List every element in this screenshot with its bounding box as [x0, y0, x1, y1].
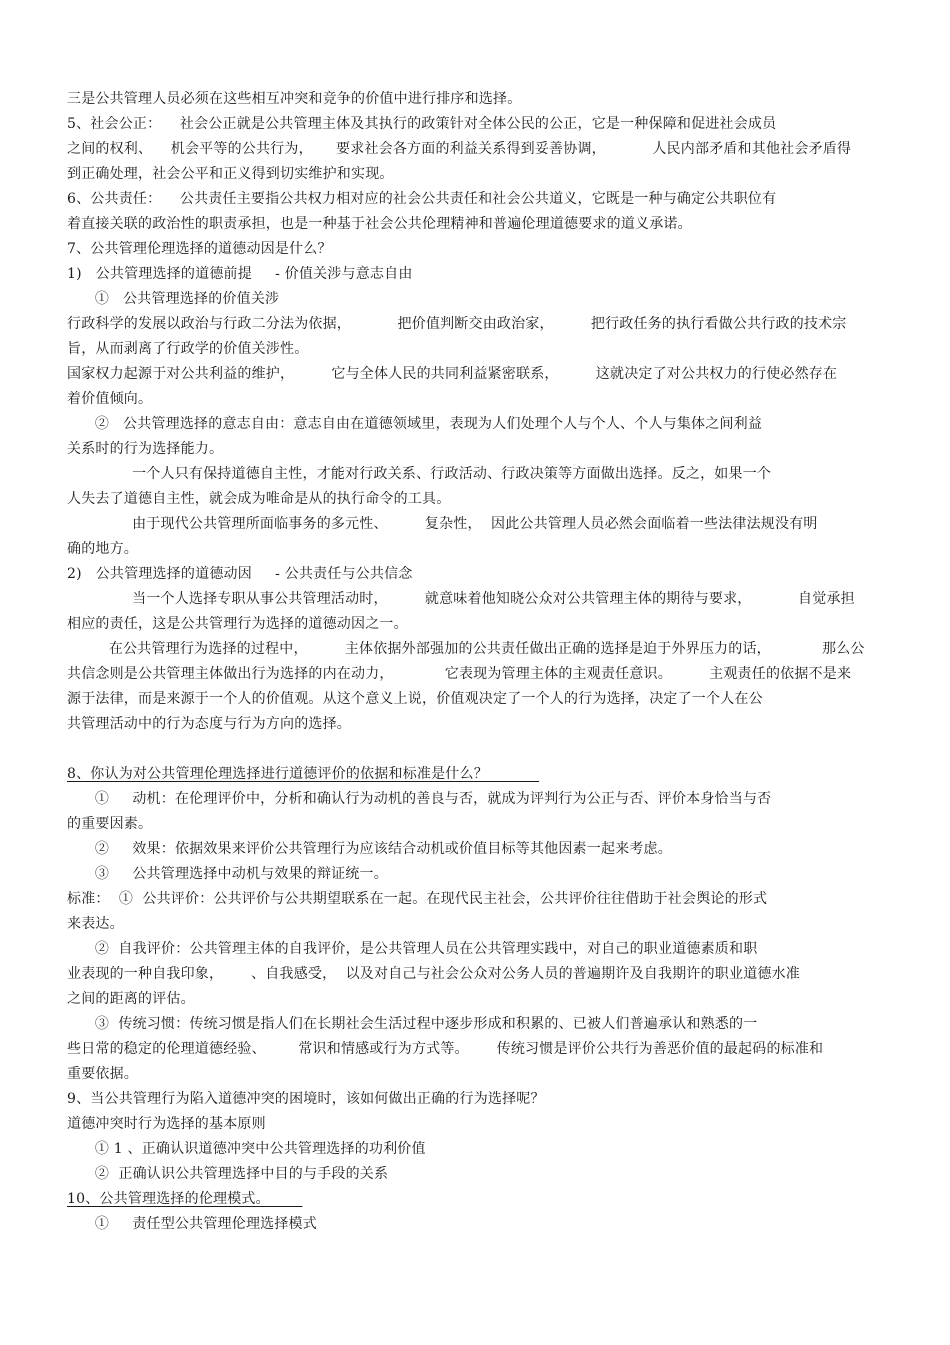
text-line: ① 1 、正确认识道德冲突中公共管理选择的功利价值	[67, 1141, 426, 1157]
text-line: ② 自我评价：公共管理主体的自我评价，是公共管理人员在公共管理实践中，对自己的职业道德素质和职	[67, 941, 758, 957]
text-line: 1) 公共管理选择的道德前提 - 价值关涉与意志自由	[67, 266, 413, 282]
text-line: ③ 公共管理选择中动机与效果的辩证统一。	[67, 866, 388, 882]
text-line: 之间的距离的评估。	[67, 991, 195, 1007]
text-line: 国家权力起源于对公共利益的维护， 它与全体人民的共同利益紧密联系， 这就决定了对公共权力的行使必然存在	[67, 366, 838, 382]
text-line: 来表达。	[67, 916, 124, 932]
text-line: 相应的责任，这是公共管理行为选择的道德动因之一。	[67, 616, 408, 632]
text-line: 着价值倾向。	[67, 391, 153, 407]
text-line: 到正确处理，社会公平和正义得到切实维护和实现。	[67, 166, 394, 182]
text-line: 在公共管理行为选择的过程中， 主体依据外部强加的公共责任做出正确的选择是迫于外界压力的话， 那么公	[67, 641, 865, 657]
text-line: ① 动机：在伦理评价中，分析和确认行为动机的善良与否，就成为评判行为公正与否、评价本身恰当与否	[67, 791, 772, 807]
text-line: 旨，从而剥离了行政学的价值关涉性。	[67, 341, 309, 357]
text-line: 共信念则是公共管理主体做出行为选择的内在动力， 它表现为管理主体的主观责任意识。 主观责任的依据不是来	[67, 666, 852, 682]
text-line: 标准： ① 公共评价：公共评价与公共期望联系在一起。在现代民主社会，公共评价往往借助于社会舆论的形式	[67, 891, 768, 907]
text-line: 源于法律，而是来源于一个人的价值观。从这个意义上说，价值观决定了一个人的行为选择，决定了一个人在公	[67, 691, 763, 707]
text-line: ① 责任型公共管理伦理选择模式	[67, 1216, 317, 1232]
text-line: 道德冲突时行为选择的基本原则	[67, 1116, 266, 1132]
text-line: 三是公共管理人员必须在这些相互冲突和竞争的价值中进行排序和选择。	[67, 91, 522, 107]
text-line: 之间的权利、 机会平等的公共行为， 要求社会各方面的利益关系得到妥善协调， 人民内部矛盾和其他社会矛盾得	[67, 141, 852, 157]
text-line: 重要依据。	[67, 1066, 138, 1082]
text-line: 关系时的行为选择能力。	[67, 441, 224, 457]
text-line: 5、社会公正： 社会公正就是公共管理主体及其执行的政策针对全体公民的公正，它是一种保障和促进社会成员	[67, 116, 777, 132]
question-heading: 9、当公共管理行为陷入道德冲突的困境时，该如何做出正确的行为选择呢？	[67, 1091, 545, 1107]
text-line: 行政科学的发展以政治与行政二分法为依据， 把价值判断交由政治家， 把行政任务的执行看做公共行政的技术宗	[67, 316, 847, 332]
text-line: ② 公共管理选择的意志自由：意志自由在道德领域里，表现为人们处理个人与个人、个人与集体之间利益	[67, 416, 763, 432]
text-line: ① 公共管理选择的价值关涉	[67, 291, 280, 307]
question-heading: 7、公共管理伦理选择的道德动因是什么？	[67, 241, 332, 257]
text-line: 确的地方。	[67, 541, 138, 557]
text-line: 的重要因素。	[67, 816, 153, 832]
question-heading: 10、公共管理选择的伦理模式。	[67, 1191, 303, 1207]
text-line: 业表现的一种自我印象， 、自我感受， 以及对自己与社会公众对公务人员的普遍期许及自我期许的职业道德水准	[67, 966, 800, 982]
text-line: 当一个人选择专职从事公共管理活动时， 就意味着他知晓公众对公共管理主体的期待与要求， 自觉承担	[67, 591, 855, 607]
text-line: 共管理活动中的行为态度与行为方向的选择。	[67, 716, 351, 732]
text-line: ③ 传统习惯：传统习惯是指人们在长期社会生活过程中逐步形成和积累的、已被人们普遍承认和熟悉的一	[67, 1016, 758, 1032]
text-line: 些日常的稳定的伦理道德经验、 常识和情感或行为方式等。 传统习惯是评价公共行为善恶价值的最起码的标准和	[67, 1041, 824, 1057]
text-line: 一个人只有保持道德自主性，才能对行政关系、行政活动、行政决策等方面做出选择。反之，如果一个	[67, 466, 772, 482]
text-line: ② 正确认识公共管理选择中目的与手段的关系	[67, 1166, 389, 1182]
text-line: 6、公共责任： 公共责任主要指公共权力相对应的社会公共责任和社会公共道义，它既是一种与确定公共职位有	[67, 191, 777, 207]
text-line: ② 效果：依据效果来评价公共管理行为应该结合动机或价值目标等其他因素一起来考虑。	[67, 841, 672, 857]
text-line: 着直接关联的政治性的职责承担，也是一种基于社会公共伦理精神和普遍伦理道德要求的道义承诺。	[67, 216, 692, 232]
text-line: 人失去了道德自主性，就会成为唯命是从的执行命令的工具。	[67, 491, 451, 507]
text-line: 2) 公共管理选择的道德动因 - 公共责任与公共信念	[67, 566, 413, 582]
text-line: 由于现代公共管理所面临事务的多元性、 复杂性， 因此公共管理人员必然会面临着一些法律法规没有明	[67, 516, 818, 532]
question-heading: 8、你认为对公共管理伦理选择进行道德评价的依据和标准是什么？	[67, 766, 540, 782]
